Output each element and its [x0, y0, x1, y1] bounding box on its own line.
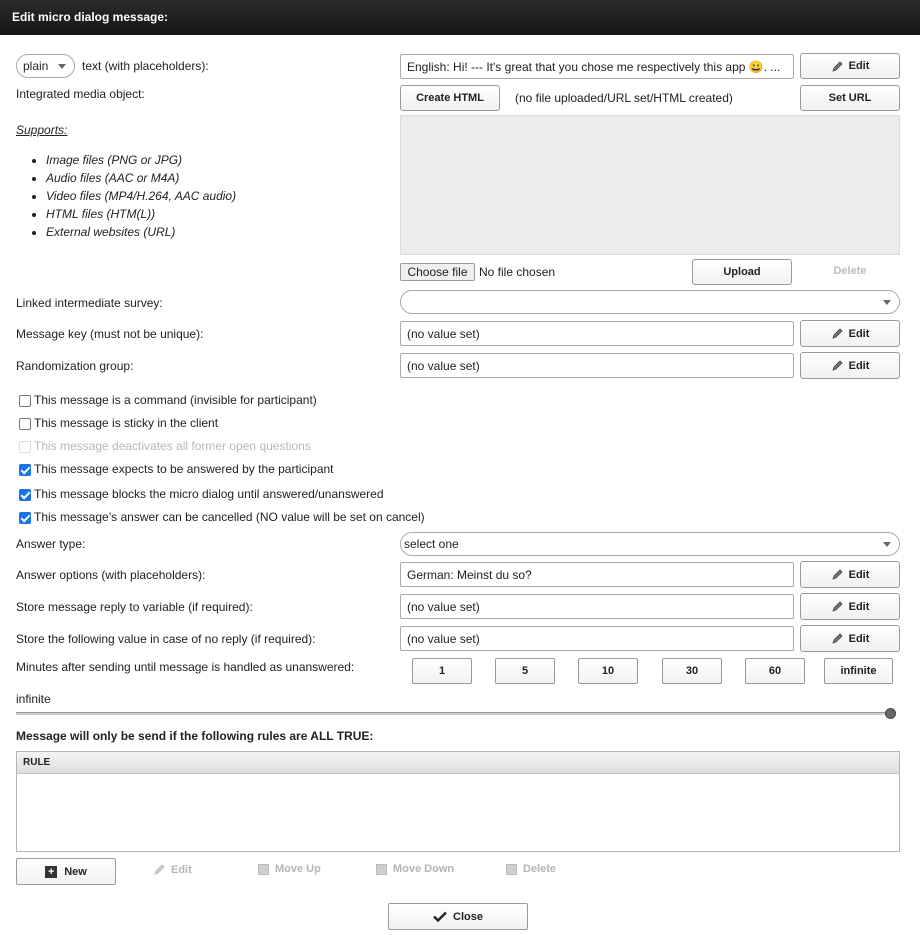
set-url-button[interactable]: Set URL [800, 85, 900, 111]
message-key-edit-button[interactable]: Edit [800, 320, 900, 347]
dialog-title: Edit micro dialog message: [0, 0, 920, 35]
rule-column-header: RULE [23, 757, 51, 768]
blocks-dialog-checkbox-label: This message blocks the micro dialog until answered/unanswered [34, 487, 384, 501]
minutes-current-value: infinite [16, 692, 51, 706]
media-preview [400, 115, 900, 255]
move-down-icon [376, 864, 387, 875]
list-item: • Image files (PNG or JPG) [46, 151, 236, 169]
minutes-1-button[interactable]: 1 [412, 658, 472, 684]
pencil-icon [831, 359, 844, 372]
move-up-icon [258, 864, 269, 875]
answer-options-label: Answer options (with placeholders): [16, 568, 206, 582]
upload-button[interactable]: Upload [692, 259, 792, 285]
pencil-icon [153, 863, 166, 876]
move-down-rule-button[interactable]: Move Down [376, 863, 454, 875]
deactivate-checkbox-label: This message deactivates all former open questions [34, 439, 311, 453]
minutes-30-button[interactable]: 30 [662, 658, 722, 684]
rules-table-header[interactable] [17, 752, 899, 774]
survey-label: Linked intermediate survey: [16, 296, 163, 310]
minutes-10-button[interactable]: 10 [578, 658, 638, 684]
plus-icon: + [45, 866, 57, 878]
command-checkbox[interactable] [19, 395, 31, 407]
delete-media-button[interactable]: Delete [833, 265, 867, 277]
text-edit-button[interactable]: Edit [800, 53, 900, 79]
store-reply-field[interactable]: (no value set) [400, 594, 794, 619]
close-button[interactable]: Close [388, 903, 528, 930]
media-label: Integrated media object: [16, 87, 145, 101]
randomization-label: Randomization group: [16, 359, 134, 373]
no-reply-field[interactable]: (no value set) [400, 626, 794, 651]
survey-select[interactable] [400, 290, 900, 314]
chevron-down-icon [883, 300, 891, 305]
answer-options-field[interactable]: German: Meinst du so? [400, 562, 794, 587]
sticky-checkbox-label: This message is sticky in the client [34, 416, 219, 430]
text-format-select[interactable] [16, 54, 75, 78]
pencil-icon [831, 600, 844, 613]
pencil-icon [831, 568, 844, 581]
text-label: text (with placeholders): [82, 59, 209, 73]
cancellable-checkbox[interactable] [19, 512, 31, 524]
list-item: • External websites (URL) [46, 223, 236, 241]
minutes-5-button[interactable]: 5 [495, 658, 555, 684]
rules-table [16, 751, 900, 852]
randomization-edit-button[interactable]: Edit [800, 352, 900, 379]
pencil-icon [831, 327, 844, 340]
deactivate-checkbox [19, 441, 31, 453]
minutes-infinite-button[interactable]: infinite [824, 658, 893, 684]
delete-icon [506, 864, 517, 875]
answer-options-edit-button[interactable]: Edit [800, 561, 900, 588]
pencil-icon [831, 632, 844, 645]
text-format-value: plain [23, 59, 49, 73]
create-html-button[interactable]: Create HTML [400, 85, 500, 111]
pencil-icon [831, 60, 844, 73]
no-reply-label: Store the following value in case of no reply (if required): [16, 632, 316, 646]
supports-title: Supports: [16, 123, 68, 137]
rules-title: Message will only be send if the following rules are ALL TRUE: [16, 729, 374, 743]
minutes-slider-track[interactable] [16, 712, 896, 715]
edit-rule-button[interactable]: Edit [153, 863, 192, 876]
store-reply-label: Store message reply to variable (if required): [16, 600, 253, 614]
minutes-label: Minutes after sending until message is handled as unanswered: [16, 660, 355, 674]
text-value-field[interactable]: English: Hi! --- It's great that you chose me respectively this app 😀. ... [400, 54, 794, 79]
chevron-down-icon [883, 542, 891, 547]
delete-rule-button[interactable]: Delete [506, 863, 556, 875]
minutes-slider-handle[interactable] [885, 708, 896, 719]
list-item: • HTML files (HTM(L)) [46, 205, 236, 223]
expects-answer-checkbox[interactable] [19, 464, 31, 476]
supports-list [16, 151, 236, 241]
move-up-rule-button[interactable]: Move Up [258, 863, 321, 875]
choose-file-button[interactable]: Choose file [400, 263, 475, 281]
cancellable-checkbox-label: This message’s answer can be cancelled (NO value will be set on cancel) [34, 510, 425, 524]
answer-type-label: Answer type: [16, 537, 86, 551]
chevron-down-icon [58, 64, 66, 69]
minutes-60-button[interactable]: 60 [745, 658, 805, 684]
media-status: (no file uploaded/URL set/HTML created) [515, 91, 733, 105]
new-rule-button[interactable]: + New [16, 858, 116, 885]
message-key-label: Message key (must not be unique): [16, 327, 204, 341]
answer-type-select[interactable]: select one [400, 532, 900, 556]
message-key-field[interactable]: (no value set) [400, 321, 794, 346]
randomization-field[interactable]: (no value set) [400, 353, 794, 378]
list-item: • Audio files (AAC or M4A) [46, 169, 236, 187]
list-item: • Video files (MP4/H.264, AAC audio) [46, 187, 236, 205]
command-checkbox-label: This message is a command (invisible for participant) [34, 393, 317, 407]
expects-answer-checkbox-label: This message expects to be answered by the participant [34, 462, 334, 476]
sticky-checkbox[interactable] [19, 418, 31, 430]
blocks-dialog-checkbox[interactable] [19, 489, 31, 501]
no-file-label: No file chosen [479, 265, 556, 279]
store-reply-edit-button[interactable]: Edit [800, 593, 900, 620]
checkmark-icon [433, 911, 447, 922]
no-reply-edit-button[interactable]: Edit [800, 625, 900, 652]
